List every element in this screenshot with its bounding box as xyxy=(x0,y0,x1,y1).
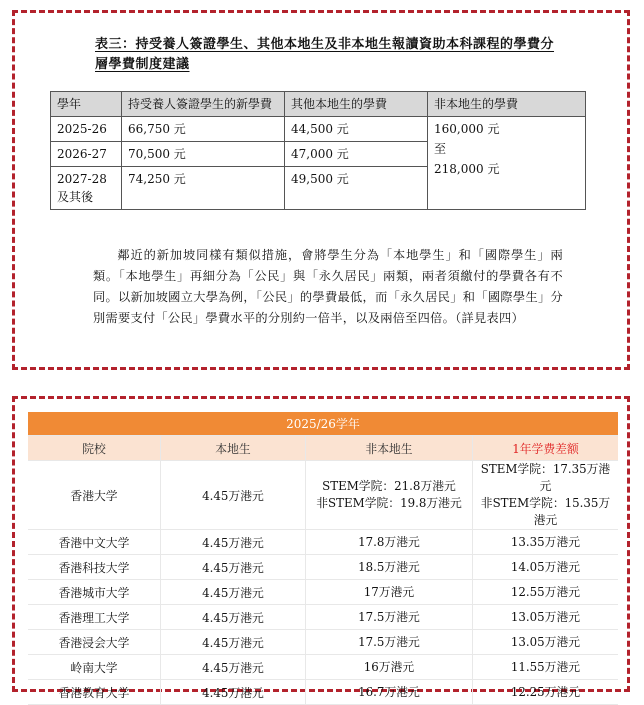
fee-difference-cell xyxy=(473,630,619,655)
table-row xyxy=(28,605,618,630)
nonlocal-fee-from: 160,000 元 xyxy=(434,122,500,136)
header-dependant: 持受養人簽證學生的新學費 xyxy=(122,92,285,117)
nonlocal-fee-cell xyxy=(306,555,473,580)
table-row xyxy=(28,580,618,605)
fee-difference-cell xyxy=(473,530,619,555)
dependant-fee-cell: 70,500 元 xyxy=(122,142,285,167)
school-name-cell: 香港大学 xyxy=(28,461,161,530)
nonlocal-fee-to: 218,000 元 xyxy=(434,162,500,176)
local-fee-cell: 4.45万港元 xyxy=(161,655,306,680)
header-nonlocal: 非本地生 xyxy=(306,436,473,461)
fee-difference-line: 13.05万港元 xyxy=(510,609,581,624)
local-fee-cell: 4.45万港元 xyxy=(161,605,306,630)
local-fee-cell: 4.45万港元 xyxy=(161,680,306,705)
nonlocal-fee-line: 16万港元 xyxy=(363,659,415,674)
fee-difference-cell xyxy=(473,605,619,630)
header-fee-difference: 1年学费差额 xyxy=(473,436,619,461)
nonlocal-fee-cell xyxy=(428,117,586,210)
nonlocal-fee-line: 18.5万港元 xyxy=(358,559,420,574)
nonlocal-fee-cell xyxy=(306,580,473,605)
academic-year-row xyxy=(28,412,618,436)
table-title: 表三：持受養人簽證學生、其他本地生及非本地生報讀資助本科課程的學費分層學費制度建議 xyxy=(95,37,555,72)
nonlocal-fee-cell xyxy=(306,655,473,680)
fee-difference-line: 13.05万港元 xyxy=(510,634,581,649)
nonlocal-fee-cell xyxy=(306,605,473,630)
fee-difference-line: STEM学院：17.35万港元 xyxy=(480,462,611,493)
comparison-table-body xyxy=(28,461,618,705)
fee-difference-line: 14.05万港元 xyxy=(510,559,581,574)
fee-table-header-row xyxy=(51,92,586,117)
nonlocal-fee-cell xyxy=(306,630,473,655)
academic-year-title: 2025/26学年 xyxy=(28,412,618,436)
year-cell: 2026-27 xyxy=(51,142,122,167)
nonlocal-fee-line: 17万港元 xyxy=(363,584,415,599)
year-cell: 2025-26 xyxy=(51,117,122,142)
school-name-cell: 香港浸会大学 xyxy=(28,630,161,655)
header-nonlocal: 非本地生的學費 xyxy=(428,92,586,117)
nonlocal-fee-line: STEM学院：21.8万港元 xyxy=(322,479,456,493)
table-row xyxy=(28,655,618,680)
fee-difference-cell xyxy=(473,680,619,705)
nonlocal-fee-line: 非STEM学院：19.8万港元 xyxy=(316,496,462,510)
table-row xyxy=(51,117,586,142)
school-name-cell: 香港理工大学 xyxy=(28,605,161,630)
school-name-cell: 香港城市大学 xyxy=(28,580,161,605)
nonlocal-fee-line: 16.7万港元 xyxy=(358,684,420,699)
fee-difference-cell xyxy=(473,555,619,580)
fee-table xyxy=(50,91,586,210)
local-fee-cell: 4.45万港元 xyxy=(161,461,306,530)
fee-difference-line: 12.55万港元 xyxy=(510,584,581,599)
nonlocal-fee-cell xyxy=(306,461,473,530)
fee-difference-line: 11.55万港元 xyxy=(510,659,581,674)
dependant-fee-cell: 66,750 元 xyxy=(122,117,285,142)
local-fee-cell: 47,000 元 xyxy=(285,142,428,167)
table-row xyxy=(28,555,618,580)
header-year: 學年 xyxy=(51,92,122,117)
fee-difference-cell xyxy=(473,461,619,530)
nonlocal-fee-line: 17.5万港元 xyxy=(358,609,420,624)
table-row xyxy=(28,630,618,655)
table-row xyxy=(28,461,618,530)
school-name-cell: 香港中文大学 xyxy=(28,530,161,555)
school-name-cell: 香港教育大学 xyxy=(28,680,161,705)
nonlocal-fee-cell xyxy=(306,680,473,705)
school-name-cell: 香港科技大学 xyxy=(28,555,161,580)
fee-difference-cell xyxy=(473,655,619,680)
local-fee-cell: 4.45万港元 xyxy=(161,580,306,605)
fee-difference-line: 非STEM学院：15.35万港元 xyxy=(480,496,611,527)
fee-difference-cell xyxy=(473,580,619,605)
header-school: 院校 xyxy=(28,436,161,461)
body-paragraph: 鄰近的新加坡同樣有類似措施，會將學生分為「本地學生」和「國際學生」兩類。「本地學生」再細分為「公民」與「永久居民」兩類，兩者須繳付的學費各有不同。以新加坡國立大學為例，「公民」的學費最低，而「永久居民」和「國際學生」分別需要支付「公民」學費水平的分別約一倍半，以及兩倍至四倍。（詳見表四） xyxy=(93,248,563,325)
column-header-row xyxy=(28,436,618,461)
fee-difference-line: 13.35万港元 xyxy=(510,534,581,549)
fee-comparison-panel xyxy=(12,396,630,700)
nonlocal-fee-cell xyxy=(306,530,473,555)
document-excerpt-panel xyxy=(12,10,630,370)
school-name-cell: 岭南大学 xyxy=(28,655,161,680)
local-fee-cell: 4.45万港元 xyxy=(161,630,306,655)
header-local: 本地生 xyxy=(161,436,306,461)
header-local: 其他本地生的學費 xyxy=(285,92,428,117)
fee-difference-line: 12.25万港元 xyxy=(510,684,581,699)
local-fee-cell: 44,500 元 xyxy=(285,117,428,142)
dependant-fee-cell: 74,250 元 xyxy=(122,167,285,210)
local-fee-cell: 4.45万港元 xyxy=(161,555,306,580)
table-row xyxy=(28,530,618,555)
nonlocal-fee-line: 17.5万港元 xyxy=(358,634,420,649)
table-row xyxy=(28,680,618,705)
fee-comparison-table xyxy=(28,412,618,705)
nonlocal-fee-to-word: 至 xyxy=(434,142,447,156)
year-cell: 2027-28 及其後 xyxy=(51,167,122,210)
nonlocal-fee-line: 17.8万港元 xyxy=(358,534,420,549)
local-fee-cell: 49,500 元 xyxy=(285,167,428,210)
local-fee-cell: 4.45万港元 xyxy=(161,530,306,555)
